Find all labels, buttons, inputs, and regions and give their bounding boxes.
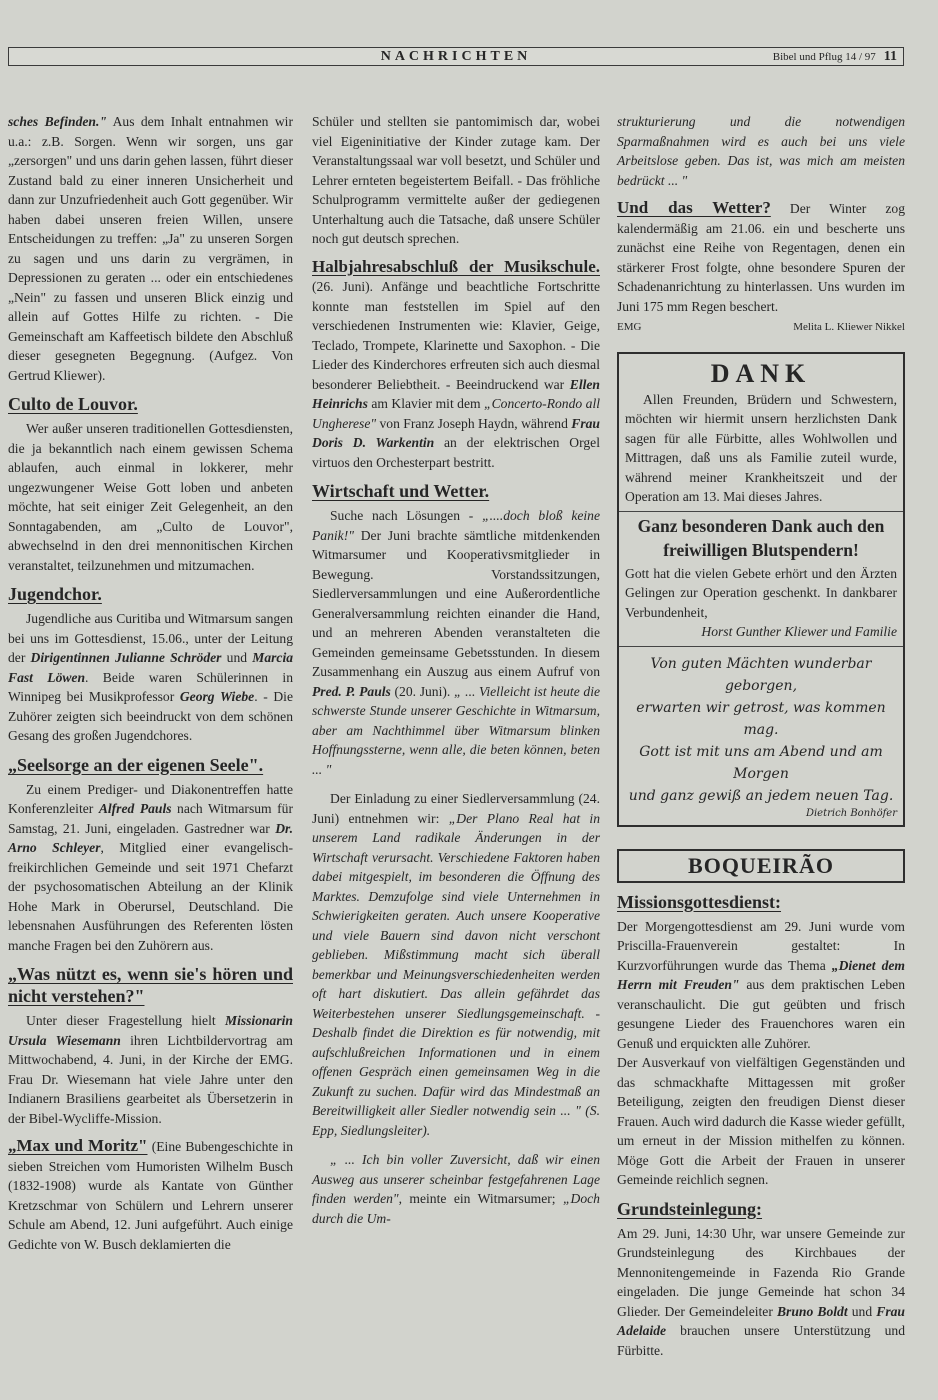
heading-seelsorge: „Seelsorge an der eigenen Seele". xyxy=(8,754,264,775)
heading-culto-de-louvor: Culto de Louvor. xyxy=(8,394,138,414)
poem-author: Dietrich Bonhöfer xyxy=(805,807,897,819)
column-3 xyxy=(617,112,905,1360)
paragraph-continuation: sches Befinden." Aus dem Inhalt entnahmen wir u.a.: z.B. Sorgen. Wenn wir sorgen, uns gar „zersorgen" und uns darin gehen lassen, führt dieser Zustand bald zu einer inneren Unsicherheit und dann zur Unzufriedenheit auch Gott gegenüber. Wir haben dabei unseren freien Willen, unsere Entscheidungen zu treffen: „Ja" zu unseren Sorgen zu sagen und uns darin zu vergrämen, in Depressionen zu geraten ... oder ein entschiedenes „Nein" zu fassen und unseren Blick einzig und allein auf Gottes Hilfe zu richten. - Die Gemeinschaft am Kaffeetisch bildete den Abschluß dieser gesegneten Begegnung. (Aufgez. Von Gertrud Kliewer). xyxy=(8,114,293,383)
poem-line: Gott ist mit uns am Abend und am Morgen xyxy=(639,743,883,782)
boqueirao-heading: BOQUEIRÃO xyxy=(617,849,905,883)
column-1 xyxy=(8,112,293,1254)
signature-org: EMG xyxy=(617,321,642,333)
section-title: NACHRICHTEN xyxy=(380,49,532,64)
paragraph-culto: Wer außer unseren traditionellen Gottesdiensten, die ja bekanntlich nach einem gewissen Schema ablaufen, auch einmal in lokkerer, mehr ungezwungener Weise Gott loben und anbeten möchte, hat seit einiger Zeit Gelegenheit, an den Sonntagabenden, am „Culto de Louvor", abwechselnd in den drei mennonitischen Kirchen veranstaltet, teilzunehmen und mitzumachen. xyxy=(8,421,293,573)
paragraph-continuation: strukturierung und die notwendigen Sparmaßnahmen wird es auch bei uns viele Arbeitslose geben. Das ist, was mich am meisten bedrückt ... " xyxy=(617,114,905,188)
paragraph-grundsteinlegung: Am 29. Juni, 14:30 Uhr, war unsere Gemeinde zur Grundsteinlegung des Kirchbaues der Mennonitengemeinde in Fazenda Rio Grande eingeladen. Die junge Gemeinde hat schon 34 Glieder. Der Gemeindeleiter Bruno Boldt und Frau Adelaide brauchen unsere Unterstützung und Fürbitte. xyxy=(617,1225,905,1358)
paragraph-ausverkauf: Der Ausverkauf von vielfältigen Gegenständen und das schmackhafte Mittagessen mit großer Beteiligung, zeigten den freudigen Dienst dieser Frauen. Auch wird dadurch die Kasse wieder gefüllt, um erneut in der Mission mithelfen zu können. Möge Gott die Arbeit der Frauen in unserer Gemeinde reichlich segnen. xyxy=(617,1055,905,1187)
dank-poem xyxy=(619,646,903,821)
paragraph-jugendchor: Jugendliche aus Curitiba und Witmarsum sangen bei uns im Gottesdienst, 15.06., unter der Leitung der Dirigentinnen Julianne Schröder und Marcia Fast Löwen. Beide waren Schülerinnen in Winnipeg bei Musikprofessor Georg Wiebe. - Die Zuhörer zeigten sich beeindruckt von dem schönen Gesang des großen Jugendchores. xyxy=(8,611,294,743)
signature-line xyxy=(617,318,905,338)
paragraph-missionsgottesdienst: Der Morgengottesdienst am 29. Juni wurde vom Priscilla-Frauenverein gestaltet: In Kurzvorführungen wurde das Thema „Dienet dem Herrn mit Freuden" aus dem praktischen Leben veranschaulicht. Die gut geübten und frisch gesungene Lieder des Frauenchores waren ein Genuß und erquickten alle Zuhörer. xyxy=(617,918,906,1051)
paragraph-was-nuetzt-es: Unter dieser Fragestellung hielt Missionarin Ursula Wiesemann ihren Lichtbildervortrag am Mittwochabend, 4. Juni, in der Kirche der EMG. Frau Dr. Wiesemann hat viele Jahre unter den Indianern Brasiliens gearbeitet als Übersetzerin in der Bibel-Wycliffe-Mission. xyxy=(8,1013,293,1126)
dank-text-2: Gott hat die vielen Gebete erhört und den Ärzten Gelingen zur Operation geschenkt. In dankbarer Verbundenheit, xyxy=(625,565,897,620)
heading-wirtschaft-und-wetter: Wirtschaft und Wetter. xyxy=(312,481,490,501)
dank-text: Allen Freunden, Brüdern und Schwestern, möchten wir hiermit unsern herzlichsten Dank sagen für alle Fürbitte, alles Wohlwollen und Mittragen, daß uns als Familie zuteil wurde, während meiner Krankheitszeit und der Operation am 13. Mai dieses Jahres. xyxy=(625,391,897,504)
dank-title: DANK xyxy=(710,358,812,388)
heading-was-nuetzt-es: „Was nützt es, wenn sie's hören und nicht verstehen?" xyxy=(8,964,293,1006)
paragraph-continuation: Schüler und stellten sie pantomimisch dar, wobei viel Eigeninitiative der Kinder zutage kam. Der Veranstaltungssaal war voll besetzt, und Schüler und Lehrer ernteten begeistertem Beifall. - Das fröhliche Schulprogramm vermittelte außer der gediegenen Unterhaltung auch die Tatsache, daß unsere Schüler noch gut deutsch sprechen. xyxy=(312,114,600,246)
issue-info xyxy=(773,48,897,66)
poem-line: Von guten Mächten wunderbar geborgen, xyxy=(650,655,872,694)
paragraph-max-und-moritz: „Max und Moritz" (Eine Bubengeschichte in sieben Streichen vom Humoristen Wilhelm Busch (1832-1908) wurde als Kantate von Günther Kretzschmar von Schülern und Lehrern unserer Schule am Abend, 12. Juni aufgeführt. Auch einige Gedichte von W. Busch deklamierten die xyxy=(8,1136,293,1252)
issue-label: Bibel und Pflug 14 / 97 xyxy=(772,51,876,63)
paragraph-musikschule: Halbjahresabschluß der Musikschule. (26. Juni). Anfänge und beachtliche Fortschritte konnte man feststellen im Spiel auf den verschiedenen Instrumenten wie: Klavier, Geige, Teclado, Trompete, Klarinette und Saxophon. - Die Lieder des Kinderchores erfreuten sich auch diesmal besonderer Beliebtheit. - Beeindruckend war Ellen Heinrichs am Klavier mit dem „Concerto-Rondo all Ungherese" von Franz Joseph Haydn, während Frau Doris D. Warkentin an der elektrischen Orgel virtuos den Orchesterpart bestritt. xyxy=(312,256,600,470)
paragraph-zuversicht: „ ... Ich bin voller Zuversicht, daß wir einen Ausweg aus unserer scheinbar festgefahrenen Lage finden werden", meinte ein Witmarsumer; „Doch durch die Um- xyxy=(312,1152,600,1226)
page-number: 11 xyxy=(883,49,897,64)
dank-subheading: Ganz besonderen Dank auch den freiwilligen Blutspendern! xyxy=(619,511,903,562)
page-header xyxy=(8,47,904,66)
heading-missionsgottesdienst: Missionsgottesdienst: xyxy=(617,891,782,912)
dank-family-signature: Horst Gunther Kliewer und Familie xyxy=(701,624,897,639)
poem-line: und ganz gewiß an jedem neuen Tag. xyxy=(628,787,894,804)
heading-jugendchor: Jugendchor. xyxy=(8,584,102,604)
paragraph-wirtschaft: Suche nach Lösungen - „....doch bloß keine Panik!" Der Juni brachte sämtliche mitdenkenden Witmarsumer und Kooperativsmitglieder in Bewegung. Vorstandssitzungen, Siedlerversammlungen und eine Außerordentliche Generalversammlung reichten einander die Hand, und an mehreren Abenden veranstalteten die Gemeinden gemeinsame Gebetsstunden. In diesem Zusammenhang ein Auszug aus einem Aufruf von Pred. P. Pauls (20. Juni). „ ... Vielleicht ist heute die schwerste Stunde unserer Geschichte in Witmarsum, aber am Nachthimmel über Witmarsum blinken Hoffnungssterne, wenn alle, die beten können, beten ... " xyxy=(312,508,601,777)
column-2 xyxy=(312,112,600,1228)
paragraph-seelsorge: Zu einem Prediger- und Diakonentreffen hatte Konferenzleiter Alfred Pauls nach Witmarsum für Samstag, 21. Juni, eingeladen. Gastredner war Dr. Arno Schleyer, Mitglied einer evangelisch-freikirchlichen Gemeinde und seit 1971 Chefarzt der psychosomatischen Abteilung an der Klinik Hohe Mark in Oberursel, Deutschland. Die lebensnahen Ausführungen des Referenten lösten manche Fragen bei den Zuhörern aus. xyxy=(8,781,294,953)
paragraph-wetter: Und das Wetter? Der Winter zog kalendermäßig am 21.06. ein und bescherte uns zunächst eine Reihe von Regentagen, denen ein stärkerer Frost folgte, ohne besondere Spuren der Schadenanrichtung zu hinterlassen. Uns wurden im Juni 175 mm Regen beschert. xyxy=(617,198,905,314)
paragraph-siedlerversammlung: Der Einladung zu einer Siedlerversammlung (24. Juni) entnehmen wir: „Der Plano Real hat in unserem Land radikale Änderungen in der Wirtschaft verursacht. Verschiedene Faktoren haben dabei mitgespielt, im besonderen die Öffnung des Marktes. Demzufolge sind viele Unternehmen in Schwierigkeiten geraten. Auch unsere Kooperative und viele Bauern sind davon nicht verschont geblieben. Mißstimmung macht sich überall bemerkbar und Meinungsverschiedenheiten werden oft hart diskutiert. Das allein gefährdet das Weiterbestehen unserer Siedlungsgemeinschaft. - Deshalb findet die Direktion es für notwendig, mit aufschlußreichen Informationen und in einem offenen Gespräch einen gemeinsamen Weg in die Zukunft zu suchen. Dafür wird das Mindestmaß an Bereitwilligkeit aller Siedler notwendig sein ... " (S. Epp, Siedlungsleiter). xyxy=(312,791,600,1138)
heading-grundsteinlegung: Grundsteinlegung: xyxy=(617,1198,763,1219)
poem-line: erwarten wir getrost, was kommen mag. xyxy=(636,699,886,738)
signature-author: Melita L. Kliewer Nikkel xyxy=(793,321,905,333)
dank-box xyxy=(617,352,905,827)
